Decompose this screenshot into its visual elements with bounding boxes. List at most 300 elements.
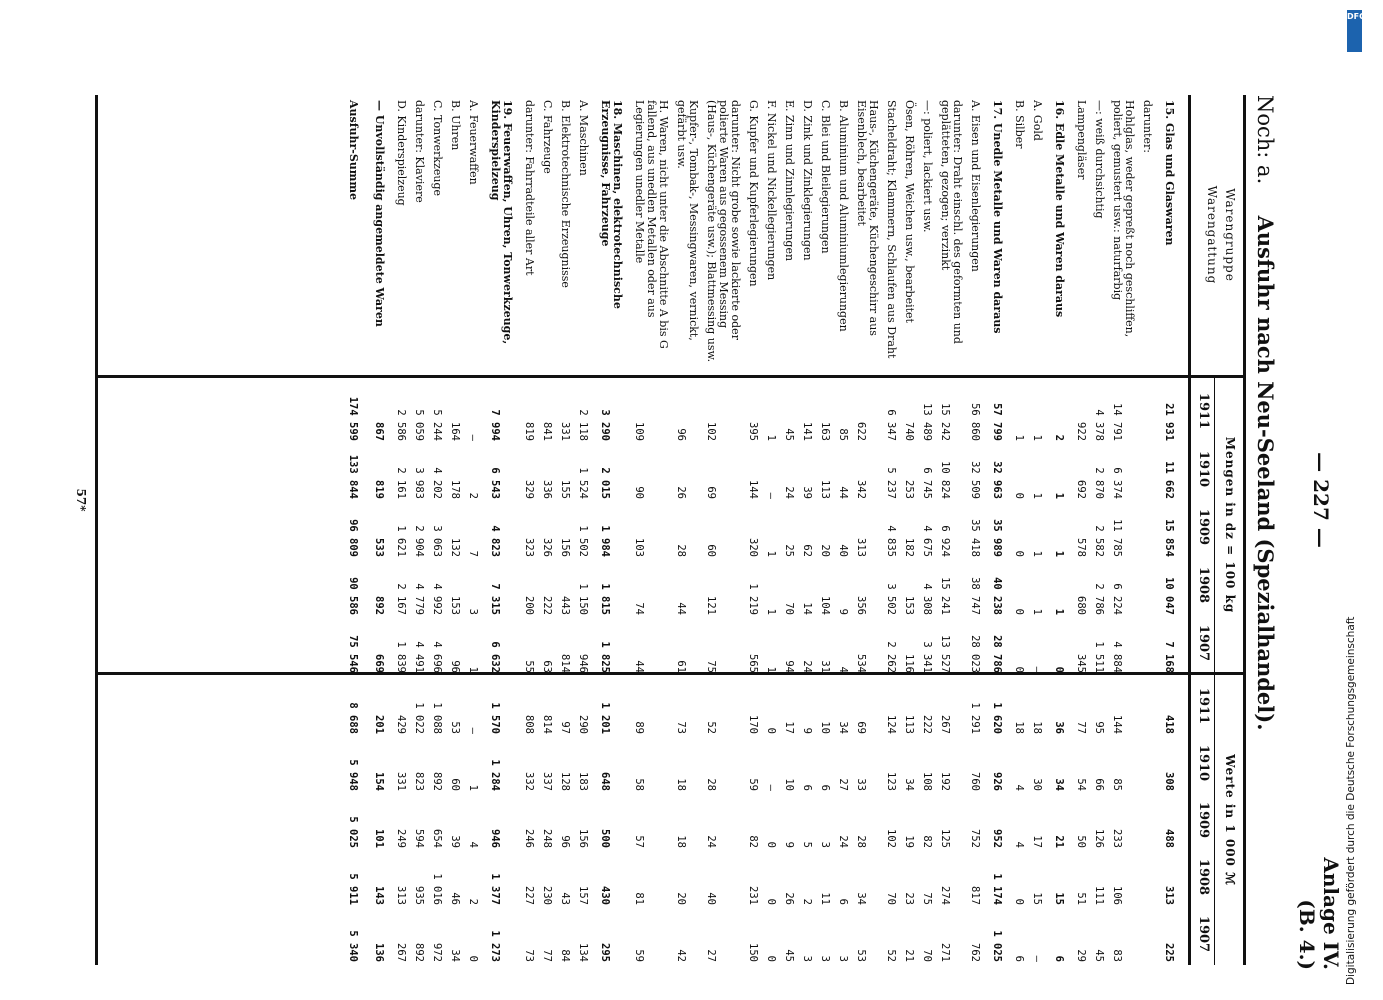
quantity-cell: 13 489 xyxy=(921,403,933,441)
quantity-cell: 200 xyxy=(523,596,535,615)
quantity-cell: 4 779 xyxy=(413,583,425,615)
value-cell: 128 xyxy=(559,772,571,791)
table-title xyxy=(1253,95,1278,965)
quantity-cell: 2 582 xyxy=(1093,525,1105,557)
quantity-cell: 5 059 xyxy=(413,409,425,441)
value-cell: 18 xyxy=(675,835,687,848)
value-cell: 24 xyxy=(705,835,717,848)
table-row xyxy=(481,95,519,965)
row-label: darunter: Nicht grobe sowie lackierte oder polierte Waren aus gegossenem Messing (Haus-, Küchengeräte usw.); Blattmessing usw. xyxy=(705,100,742,363)
value-cell: 73 xyxy=(523,949,535,962)
quantity-cell: 2 015 xyxy=(599,467,611,499)
value-cell: 6 xyxy=(837,898,849,905)
value-cell: 96 xyxy=(559,835,571,848)
quantity-cell: 14 xyxy=(801,602,813,615)
quantity-cell: 4 378 xyxy=(1093,409,1105,441)
quantity-cell: 113 xyxy=(819,480,831,499)
value-cell: 82 xyxy=(921,835,933,848)
quantity-cell: 1 839 xyxy=(395,641,407,673)
value-cell: 136 xyxy=(373,943,385,962)
value-cell: 66 xyxy=(1093,778,1105,791)
row-label: E. Zinn und Zinnlegierungen xyxy=(783,100,796,262)
value-cell: 760 xyxy=(969,772,981,791)
value-cell: 53 xyxy=(449,721,461,734)
quantity-cell: 85 xyxy=(837,428,849,441)
value-cell: 1 201 xyxy=(599,702,611,734)
value-cell: 9 xyxy=(801,727,813,734)
value-cell: 817 xyxy=(969,886,981,905)
divider-label-column xyxy=(98,375,1243,378)
quantity-cell: 60 xyxy=(705,544,717,557)
quantity-cell: 10 824 xyxy=(939,461,951,499)
quantity-cell: 94 xyxy=(783,660,795,673)
quantity-cell: 329 xyxy=(523,480,535,499)
quantity-cell: 6 632 xyxy=(489,641,501,673)
value-cell: 21 xyxy=(1053,835,1065,848)
value-cell: 52 xyxy=(885,949,897,962)
row-label: 15. Glas und Glaswaren xyxy=(1163,100,1176,246)
quantity-cell: 153 xyxy=(449,596,461,615)
quantity-cell: 867 xyxy=(373,422,385,441)
quantity-cell: 841 xyxy=(541,422,553,441)
value-cell: 70 xyxy=(885,892,897,905)
row-label: Stacheldraht; Klammern, Schlaufen aus Draht xyxy=(885,100,898,359)
quantity-cell: 5 244 xyxy=(431,409,443,441)
quantity-cell: — xyxy=(1031,666,1043,673)
value-cell: 0 xyxy=(467,955,479,962)
quantity-cell: 2 167 xyxy=(395,583,407,615)
quantity-cell: 320 xyxy=(747,538,759,557)
quantity-cell: 313 xyxy=(855,538,867,557)
value-cell: 1 570 xyxy=(489,702,501,734)
quantity-cell: 1 xyxy=(1013,434,1025,441)
value-cell: 246 xyxy=(523,829,535,848)
row-label: 17. Unedle Metalle und Waren daraus xyxy=(991,100,1004,334)
quantity-cell: 892 xyxy=(373,596,385,615)
value-cell: 227 xyxy=(523,886,535,905)
table-row xyxy=(917,95,935,965)
quantity-cell: 74 xyxy=(633,602,645,615)
quantity-cell: 0 xyxy=(1013,550,1025,557)
value-cell: 6 xyxy=(1013,955,1025,962)
table-row xyxy=(899,95,917,965)
value-cell: 34 xyxy=(1053,778,1065,791)
value-cell: 290 xyxy=(577,715,589,734)
value-cell: 9 xyxy=(783,841,795,848)
group-header: Warengruppe xyxy=(1223,188,1237,282)
dfg-logo: DFG xyxy=(1347,10,1362,52)
quantity-cell: 4 491 xyxy=(413,641,425,673)
table-row xyxy=(1027,95,1045,965)
value-cell: 0 xyxy=(765,898,777,905)
quantity-cell: 814 xyxy=(559,654,571,673)
value-cell: 52 xyxy=(705,721,717,734)
quantity-cell: 133 844 xyxy=(347,454,359,499)
quantity-cell: 40 238 xyxy=(991,577,1003,615)
value-cell: 39 xyxy=(449,835,461,848)
divider-header-sub xyxy=(1214,375,1215,965)
quantity-cell: 103 xyxy=(633,538,645,557)
table-row xyxy=(881,95,899,965)
page-number: — 227 — xyxy=(1309,452,1333,548)
quantity-cell: 1 815 xyxy=(599,583,611,615)
value-cell: 1 291 xyxy=(969,702,981,734)
quantity-cell: 121 xyxy=(705,596,717,615)
row-label: C. Tonwerkzeuge xyxy=(431,100,444,196)
value-cell: 15 xyxy=(1053,892,1065,905)
value-cell: 418 xyxy=(1163,715,1175,734)
value-cell: 50 xyxy=(1075,835,1087,848)
value-cell: 225 xyxy=(1163,943,1175,962)
quantity-cell: 26 xyxy=(675,486,687,499)
year-header-q-1907: 1907 xyxy=(1196,624,1211,662)
value-cell: 1 025 xyxy=(991,930,1003,962)
value-cell: 295 xyxy=(599,943,611,962)
quantity-cell: 3 xyxy=(467,608,479,615)
quantity-cell: 31 xyxy=(819,660,831,673)
value-cell: 5 911 xyxy=(347,873,359,905)
value-cell: 648 xyxy=(599,772,611,791)
table-row xyxy=(391,95,409,965)
row-label: D. Zink und Zinklegierungen xyxy=(801,100,814,261)
quantity-cell: 178 xyxy=(449,480,461,499)
value-cell: 0 xyxy=(765,841,777,848)
row-label: Ösen, Röhren, Weichen usw., bearbeitet xyxy=(903,100,916,323)
quantity-cell: 2 262 xyxy=(885,641,897,673)
row-label: G. Kupfer und Kupferlegierungen xyxy=(747,100,760,287)
quantity-cell: 40 xyxy=(837,544,849,557)
quantity-cell: 4 884 xyxy=(1111,641,1123,673)
value-cell: 808 xyxy=(523,715,535,734)
table-row xyxy=(983,95,1009,965)
value-cell: 113 xyxy=(903,715,915,734)
quantity-cell: 70 xyxy=(783,602,795,615)
quantity-cell: 141 xyxy=(801,422,813,441)
table-row xyxy=(671,95,701,965)
value-cell: 5 025 xyxy=(347,816,359,848)
quantity-cell: 11 785 xyxy=(1111,519,1123,557)
value-cell: 111 xyxy=(1093,886,1105,905)
quantity-cell: 323 xyxy=(523,538,535,557)
value-cell: 156 xyxy=(577,829,589,848)
value-cell: 313 xyxy=(395,886,407,905)
value-cell: 20 xyxy=(675,892,687,905)
quantity-cell: 1 xyxy=(765,550,777,557)
row-label: Ausfuhr-Summe xyxy=(347,100,360,201)
value-cell: 28 xyxy=(705,778,717,791)
quantity-cell: 1 502 xyxy=(577,525,589,557)
quantity-cell: 7 xyxy=(467,550,479,557)
quantity-cell: 326 xyxy=(541,538,553,557)
quantity-cell: 578 xyxy=(1075,538,1087,557)
value-cell: 84 xyxy=(559,949,571,962)
quantity-cell: 96 xyxy=(675,428,687,441)
value-cell: 28 xyxy=(855,835,867,848)
value-cell: 10 xyxy=(819,721,831,734)
year-header-q-1910: 1910 xyxy=(1196,450,1211,488)
table-row xyxy=(573,95,591,965)
value-cell: 0 xyxy=(1013,898,1025,905)
quantity-cell: 1 524 xyxy=(577,467,589,499)
value-cell: 77 xyxy=(541,949,553,962)
value-cell: 892 xyxy=(413,943,425,962)
value-cell: 4 xyxy=(1013,841,1025,848)
value-cell: 500 xyxy=(599,829,611,848)
value-cell: 892 xyxy=(431,772,443,791)
value-cell: 157 xyxy=(577,886,589,905)
kind-header: Warengattung xyxy=(1205,185,1219,285)
value-cell: 2 xyxy=(801,898,813,905)
value-cell: 230 xyxy=(541,886,553,905)
quantity-cell: 32 963 xyxy=(991,461,1003,499)
table-row xyxy=(555,95,573,965)
annex-subtitle: (B. 4.) xyxy=(1295,899,1319,970)
quantity-cell: 356 xyxy=(855,596,867,615)
row-label: F. Nickel und Nickellegierungen xyxy=(765,100,778,281)
year-header-v-1909: 1909 xyxy=(1196,801,1211,839)
quantity-cell: 336 xyxy=(541,480,553,499)
value-cell: 183 xyxy=(577,772,589,791)
quantity-cell: 7 315 xyxy=(489,583,501,615)
quantity-cell: 102 xyxy=(705,422,717,441)
quantity-cell: 28 023 xyxy=(969,635,981,673)
quantity-cell: 156 xyxy=(559,538,571,557)
row-label: C. Blei und Bleilegierungen xyxy=(819,100,832,254)
value-cell: 654 xyxy=(431,829,443,848)
value-cell: 34 xyxy=(903,778,915,791)
title-prefix: Noch: a. xyxy=(1253,95,1277,185)
quantity-cell: 1 xyxy=(1053,608,1065,615)
row-label: — Unvollständig angemeldete Waren xyxy=(373,100,386,327)
quantity-cell: 253 xyxy=(903,480,915,499)
quantity-cell: 1 150 xyxy=(577,583,589,615)
quantity-cell: 155 xyxy=(559,480,571,499)
row-label: darunter: xyxy=(1141,100,1154,153)
table-row xyxy=(1071,95,1089,965)
digitization-sidebar xyxy=(1345,10,1365,990)
table-row xyxy=(1045,95,1071,965)
data-table xyxy=(95,95,1246,965)
value-cell: 331 xyxy=(395,772,407,791)
value-cell: 972 xyxy=(431,943,443,962)
value-cell: 106 xyxy=(1111,886,1123,905)
quantity-cell: 13 527 xyxy=(939,635,951,673)
quantity-cell: 7 994 xyxy=(489,409,501,441)
row-label: B. Aluminium und Aluminiumlegierungen xyxy=(837,100,850,332)
quantity-cell: 11 662 xyxy=(1163,461,1175,499)
quantity-cell: 443 xyxy=(559,596,571,615)
quantity-cell: 44 xyxy=(633,660,645,673)
quantity-cell: 6 543 xyxy=(489,467,501,499)
quantity-cell: 1 xyxy=(1031,550,1043,557)
value-cell: 43 xyxy=(559,892,571,905)
value-cell: 143 xyxy=(373,886,385,905)
quantity-cell: 163 xyxy=(819,422,831,441)
value-cell: 23 xyxy=(903,892,915,905)
value-cell: 274 xyxy=(939,886,951,905)
value-cell: 21 xyxy=(903,949,915,962)
value-cell: 108 xyxy=(921,772,933,791)
quantity-cell: 182 xyxy=(903,538,915,557)
quantity-cell: 222 xyxy=(541,596,553,615)
quantity-cell: 345 xyxy=(1075,654,1087,673)
year-header-v-1910: 1910 xyxy=(1196,744,1211,782)
page-footer-mark: 57* xyxy=(74,488,88,512)
quantity-cell: 1 xyxy=(467,666,479,673)
quantity-cell: 1 xyxy=(765,666,777,673)
table-row xyxy=(833,95,851,965)
quantity-cell: 2 870 xyxy=(1093,467,1105,499)
value-cell: 19 xyxy=(903,835,915,848)
value-cell: 430 xyxy=(599,886,611,905)
quantity-cell: 15 242 xyxy=(939,403,951,441)
row-label: darunter: Draht einschl. des geformten und geplätteten, gezogen; verzinkt xyxy=(939,100,964,344)
value-cell: 42 xyxy=(675,949,687,962)
value-cell: 1 xyxy=(467,784,479,791)
row-label: Lampengläser xyxy=(1075,100,1088,180)
value-cell: 3 xyxy=(819,955,831,962)
value-cell: 150 xyxy=(747,943,759,962)
quantity-cell: 28 xyxy=(675,544,687,557)
table-row xyxy=(427,95,445,965)
table-row xyxy=(935,95,965,965)
quantity-cell: 4 992 xyxy=(431,583,443,615)
quantity-cell: 819 xyxy=(373,480,385,499)
quantity-cell: 38 747 xyxy=(969,577,981,615)
quantity-cell: 69 xyxy=(705,486,717,499)
value-cell: 429 xyxy=(395,715,407,734)
table-row xyxy=(537,95,555,965)
value-cell: 18 xyxy=(675,778,687,791)
quantity-cell: 4 696 xyxy=(431,641,443,673)
value-cell: 51 xyxy=(1075,892,1087,905)
value-cell: 125 xyxy=(939,829,951,848)
value-cell: 5 xyxy=(801,841,813,848)
row-label: 19. Feuerwaffen, Uhren, Tonwerkzeuge, Kinderspielzeug xyxy=(489,100,514,345)
quantity-cell: 6 924 xyxy=(939,525,951,557)
quantity-cell: 62 xyxy=(801,544,813,557)
year-header-q-1908: 1908 xyxy=(1196,566,1211,604)
value-cell: 935 xyxy=(413,886,425,905)
quantity-cell: 1 xyxy=(765,434,777,441)
annex-label xyxy=(1295,780,1343,970)
quantity-cell: 96 809 xyxy=(347,519,359,557)
quantity-cell: 6 347 xyxy=(885,409,897,441)
table-row xyxy=(519,95,537,965)
quantity-cell: 4 308 xyxy=(921,583,933,615)
quantity-cell: 3 502 xyxy=(885,583,897,615)
value-cell: 54 xyxy=(1075,778,1087,791)
value-cell: 40 xyxy=(705,892,717,905)
table-row xyxy=(1155,95,1181,965)
row-label: D. Kinderspielzeug xyxy=(395,100,408,206)
value-cell: 1 377 xyxy=(489,873,501,905)
quantity-cell: 3 290 xyxy=(599,409,611,441)
value-cell: 154 xyxy=(373,772,385,791)
quantity-cell: 3 063 xyxy=(431,525,443,557)
row-label: darunter: Klaviere xyxy=(413,100,426,203)
quantity-cell: 104 xyxy=(819,596,831,615)
value-cell: 11 xyxy=(819,892,831,905)
value-cell: 8 688 xyxy=(347,702,359,734)
table-row xyxy=(761,95,779,965)
value-cell: 814 xyxy=(541,715,553,734)
value-cell: 70 xyxy=(921,949,933,962)
value-cell: 124 xyxy=(885,715,897,734)
value-cell: 53 xyxy=(855,949,867,962)
quantity-cell: 4 835 xyxy=(885,525,897,557)
quantity-cell: — xyxy=(467,434,479,441)
quantity-cell: 55 xyxy=(523,660,535,673)
quantity-cell: 4 202 xyxy=(431,467,443,499)
quantity-cell: 692 xyxy=(1075,480,1087,499)
quantity-cell: 25 xyxy=(783,544,795,557)
value-cell: 3 xyxy=(837,955,849,962)
value-cell: 83 xyxy=(1111,949,1123,962)
value-cell: 33 xyxy=(855,778,867,791)
quantity-header: Mengen in dz = 100 kg xyxy=(1223,436,1237,614)
value-cell: 4 xyxy=(467,841,479,848)
quantity-cell: 534 xyxy=(855,654,867,673)
value-cell: 1 022 xyxy=(413,702,425,734)
table-row xyxy=(629,95,671,965)
value-cell: 337 xyxy=(541,772,553,791)
value-cell: 17 xyxy=(783,721,795,734)
value-header: Werte in 1 000 ℳ xyxy=(1223,754,1237,886)
value-cell: 73 xyxy=(675,721,687,734)
value-cell: 249 xyxy=(395,829,407,848)
value-cell: 4 xyxy=(1013,784,1025,791)
quantity-cell: 4 xyxy=(837,666,849,673)
quantity-cell: 0 xyxy=(1013,666,1025,673)
quantity-cell: 1 219 xyxy=(747,583,759,615)
quantity-cell: 3 341 xyxy=(921,641,933,673)
table-row xyxy=(1137,95,1155,965)
quantity-cell: 0 xyxy=(1013,608,1025,615)
quantity-cell: 6 224 xyxy=(1111,583,1123,615)
table-row xyxy=(779,95,797,965)
quantity-cell: 2 161 xyxy=(395,467,407,499)
quantity-cell: 20 xyxy=(819,544,831,557)
year-header-v-1907: 1907 xyxy=(1196,915,1211,953)
value-cell: 34 xyxy=(837,721,849,734)
row-label: Kupfer-, Tombak-, Messingwaren, vernickt, gefärbt usw. xyxy=(675,100,700,341)
year-header-q-1909: 1909 xyxy=(1196,508,1211,546)
quantity-cell: 164 xyxy=(449,422,461,441)
divider-header xyxy=(1188,95,1191,965)
table-row xyxy=(1107,95,1137,965)
value-cell: 30 xyxy=(1031,778,1043,791)
quantity-cell: 3 983 xyxy=(413,467,425,499)
value-cell: 5 340 xyxy=(347,930,359,962)
quantity-cell: 1 621 xyxy=(395,525,407,557)
row-label: Hohlglas, weder gepreßt noch geschliffen, poliert, gemustert usw.: naturfarbig xyxy=(1111,100,1136,338)
value-cell: 5 948 xyxy=(347,759,359,791)
quantity-cell: 44 xyxy=(837,486,849,499)
value-cell: 0 xyxy=(765,955,777,962)
quantity-cell: 331 xyxy=(559,422,571,441)
year-header-v-1911: 1911 xyxy=(1196,687,1211,725)
row-label: A. Maschinen xyxy=(577,100,590,176)
quantity-cell: 1 xyxy=(1053,492,1065,499)
quantity-cell: 2 786 xyxy=(1093,583,1105,615)
value-cell: 58 xyxy=(633,778,645,791)
quantity-cell: 2 xyxy=(467,492,479,499)
quantity-cell: 1 825 xyxy=(599,641,611,673)
row-label: —: poliert, lackiert usw. xyxy=(921,100,934,233)
value-cell: 1 273 xyxy=(489,930,501,962)
value-cell: 3 xyxy=(819,841,831,848)
